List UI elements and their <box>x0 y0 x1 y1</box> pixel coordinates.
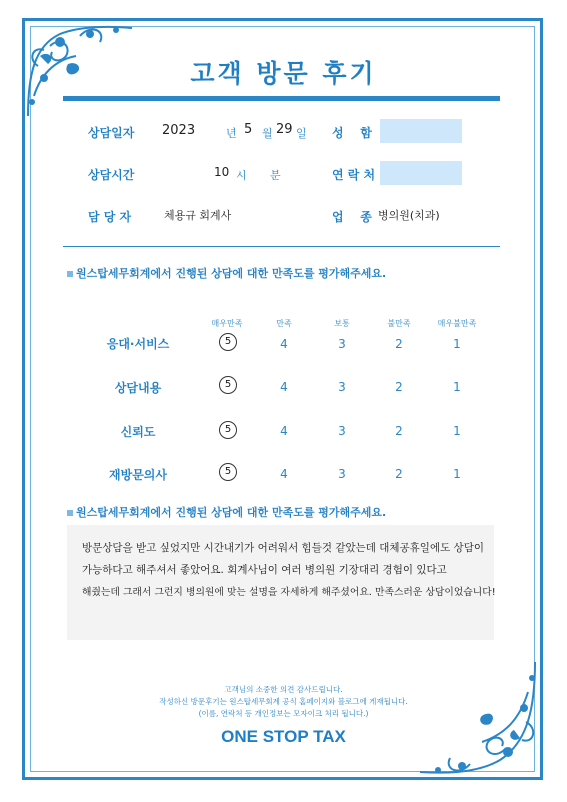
selected-score-circle: 5 <box>219 463 237 481</box>
contact-field-mosaic <box>380 161 462 185</box>
industry-label: 업 종 <box>332 210 372 224</box>
time-hour-unit: 시 <box>236 169 247 182</box>
brand-logo-text: ONE STOP TAX <box>221 727 346 746</box>
score-4: 4 <box>280 380 288 394</box>
score-4: 4 <box>280 467 288 481</box>
score-2: 2 <box>395 424 403 438</box>
industry-value: 병의원(치과) <box>378 209 440 222</box>
section-divider <box>63 246 500 247</box>
score-1: 1 <box>453 424 461 438</box>
column-header-neutral: 보통 <box>334 319 350 328</box>
time-min-unit: 분 <box>270 169 281 182</box>
contact-label: 연 락 처 <box>332 168 376 182</box>
time-label: 상담시간 <box>88 168 135 182</box>
selected-score-circle: 5 <box>219 421 237 439</box>
bullet-square-icon <box>67 271 73 277</box>
date-month: 5 <box>244 122 253 137</box>
column-header-unsatisfied: 불만족 <box>387 319 411 328</box>
column-header-very-satisfied: 매우만족 <box>211 319 243 328</box>
footer-privacy-note: (이름, 연락처 등 개인정보는 모자이크 처리 됩니다.) <box>198 709 369 718</box>
rating-row-label: 응대·서비스 <box>106 337 170 351</box>
bullet-square-icon <box>67 510 73 516</box>
time-hour: 10 <box>214 165 230 179</box>
page-title: 고객 방문 후기 <box>190 59 377 88</box>
comment-line: 방문상담을 받고 싶었지만 시간내기가 어려워서 힘들것 같았는데 대체공휴일에도 상담이 <box>82 542 484 554</box>
comment-line: 가능하다고 해주셔서 좋았어요. 회계사님이 여러 병의원 기장대리 경험이 있다고 <box>82 564 447 576</box>
score-4: 4 <box>280 337 288 351</box>
rating-row-label: 신뢰도 <box>120 425 156 439</box>
name-field-mosaic <box>380 119 462 143</box>
selected-score-circle: 5 <box>219 333 237 351</box>
staff-value: 체용규 회계사 <box>164 209 232 222</box>
score-3: 3 <box>338 424 346 438</box>
score-2: 2 <box>395 337 403 351</box>
selected-score-circle: 5 <box>219 376 237 394</box>
column-header-very-unsatisfied: 매우불만족 <box>437 319 477 328</box>
comment-section-title-text: 원스탑세무회계에서 진행된 상담에 대한 만족도를 평가해주세요. <box>76 506 387 519</box>
date-day-unit: 일 <box>296 127 307 140</box>
rating-row-label: 재방문의사 <box>109 468 167 482</box>
score-1: 1 <box>453 337 461 351</box>
rating-row-label: 상담내용 <box>114 381 162 395</box>
title-underline <box>63 96 500 101</box>
score-2: 2 <box>395 467 403 481</box>
footer-publish-note: 작성하신 방문후기는 원스탑세무회계 공식 홈페이지와 블로그에 게재됩니다. <box>159 697 408 706</box>
comment-section-title <box>67 504 386 520</box>
score-3: 3 <box>338 337 346 351</box>
footer-thanks: 고객님의 소중한 의견 감사드립니다. <box>224 685 343 694</box>
date-month-unit: 월 <box>262 127 273 140</box>
rating-section-title <box>67 265 386 281</box>
staff-label: 담 당 자 <box>88 210 132 224</box>
date-label: 상담일자 <box>88 126 135 140</box>
rating-section-title-text: 원스탑세무회계에서 진행된 상담에 대한 만족도를 평가해주세요. <box>76 267 387 280</box>
score-3: 3 <box>338 467 346 481</box>
score-3: 3 <box>338 380 346 394</box>
score-4: 4 <box>280 424 288 438</box>
date-year: 2023 <box>162 123 196 138</box>
score-1: 1 <box>453 380 461 394</box>
column-header-satisfied: 만족 <box>276 319 292 328</box>
score-1: 1 <box>453 467 461 481</box>
name-label: 성 함 <box>332 126 372 140</box>
comment-line: 해줬는데 그래서 그런지 병의원에 맞는 설명을 자세하게 해주셨어요. 만족스러운 상담이었습니다! <box>82 587 496 598</box>
date-day: 29 <box>276 122 293 137</box>
score-2: 2 <box>395 380 403 394</box>
date-year-unit: 년 <box>226 127 237 140</box>
